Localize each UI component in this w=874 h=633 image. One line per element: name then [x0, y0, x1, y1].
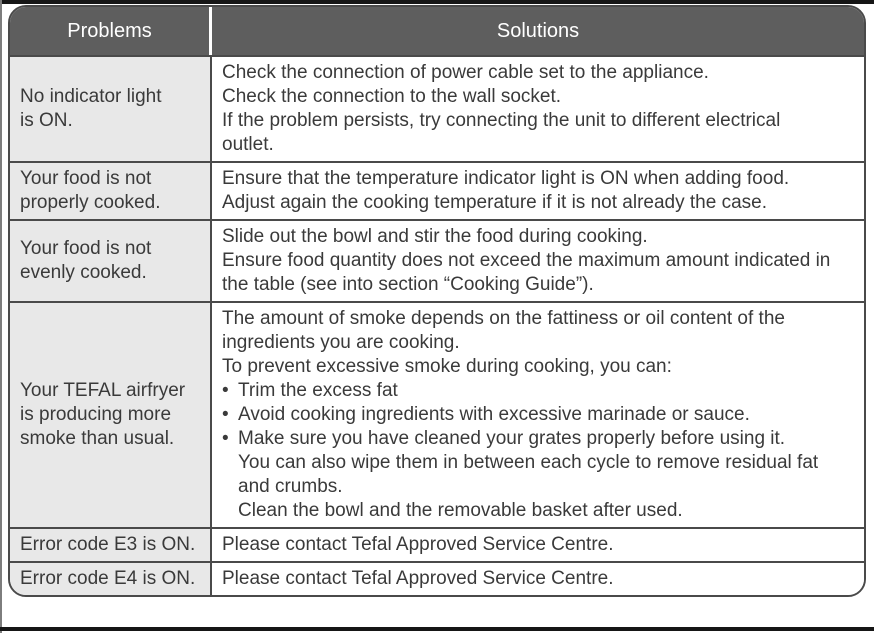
problem-text-line: Your TEFAL airfryer: [20, 380, 186, 401]
bullet-icon: •: [222, 404, 229, 425]
solution-line: Please contact Tefal Approved Service Centre.: [222, 534, 614, 555]
problem-cell: [10, 563, 212, 595]
problem-cell: [10, 529, 212, 561]
table-row: [10, 527, 864, 561]
problem-text-line: smoke than usual.: [20, 428, 175, 449]
problem-text-line: Your food is not: [20, 168, 152, 189]
solution-bullet-item: [222, 379, 836, 403]
solution-cell: [212, 529, 864, 561]
bottom-rule: [0, 627, 874, 631]
solution-cell: [212, 163, 864, 219]
solution-line: You can also wipe them in between each cycle to remove residual fat and crumbs.: [238, 452, 819, 497]
problem-cell: [10, 57, 212, 161]
problem-text-line: Error code E4 is ON.: [20, 568, 196, 589]
solution-line: Please contact Tefal Approved Service Centre.: [222, 568, 614, 589]
solution-line: Clean the bowl and the removable basket after used.: [238, 500, 683, 521]
left-edge-line: [0, 0, 2, 633]
table-body: [10, 55, 864, 595]
problem-text-line: No indicator light: [20, 86, 162, 107]
table-row: [10, 55, 864, 161]
problem-text-line: properly cooked.: [20, 192, 161, 213]
table-row: [10, 301, 864, 527]
table-row: [10, 561, 864, 595]
problem-text-line: Error code E3 is ON.: [20, 534, 196, 555]
solution-bullet-item: [222, 403, 836, 427]
solution-cell: [212, 57, 864, 161]
solution-line: Slide out the bowl and stir the food during cooking.: [222, 226, 648, 247]
problem-cell: [10, 221, 212, 301]
bullet-icon: •: [222, 380, 229, 401]
solution-line: Check the connection to the wall socket.: [222, 86, 562, 107]
solutions-column-header: Solutions: [496, 20, 580, 42]
bullet-text: Make sure you have cleaned your grates properly before using it.: [238, 428, 786, 449]
problem-cell: [10, 163, 212, 219]
solution-cell: [212, 563, 864, 595]
solution-cell: [212, 221, 864, 301]
solution-bullet-item: [222, 427, 836, 451]
solution-line: Adjust again the cooking temperature if it is not already the case.: [222, 192, 767, 213]
problem-text-line: is producing more: [20, 404, 172, 425]
solution-line: To prevent excessive smoke during cooking, you can:: [222, 356, 672, 377]
troubleshooting-table: [8, 5, 866, 597]
bullet-text: Avoid cooking ingredients with excessive marinade or sauce.: [238, 404, 750, 425]
solution-line: Ensure that the temperature indicator light is ON when adding food.: [222, 168, 790, 189]
table-row: [10, 219, 864, 301]
solution-line: The amount of smoke depends on the fattiness or oil content of the ingredients you are cooking.: [222, 308, 785, 353]
problems-column-header: Problems: [10, 7, 212, 55]
problem-cell: [10, 303, 212, 527]
table-header-row: [10, 7, 864, 55]
bullet-icon: •: [222, 428, 229, 449]
solution-line: Check the connection of power cable set to the appliance.: [222, 62, 709, 83]
bullet-text: Trim the excess fat: [238, 380, 398, 401]
solution-cell: [212, 303, 864, 527]
solution-line: Ensure food quantity does not exceed the maximum amount indicated in the table (see into section “Cooking Guide”).: [222, 250, 831, 295]
problem-text-line: Your food is not: [20, 238, 152, 259]
table-row: [10, 161, 864, 219]
problem-text-line: evenly cooked.: [20, 262, 147, 283]
problem-text-line: is ON.: [20, 110, 73, 131]
top-rule: [0, 0, 874, 4]
solution-line: If the problem persists, try connecting the unit to different electrical outlet.: [222, 110, 781, 155]
